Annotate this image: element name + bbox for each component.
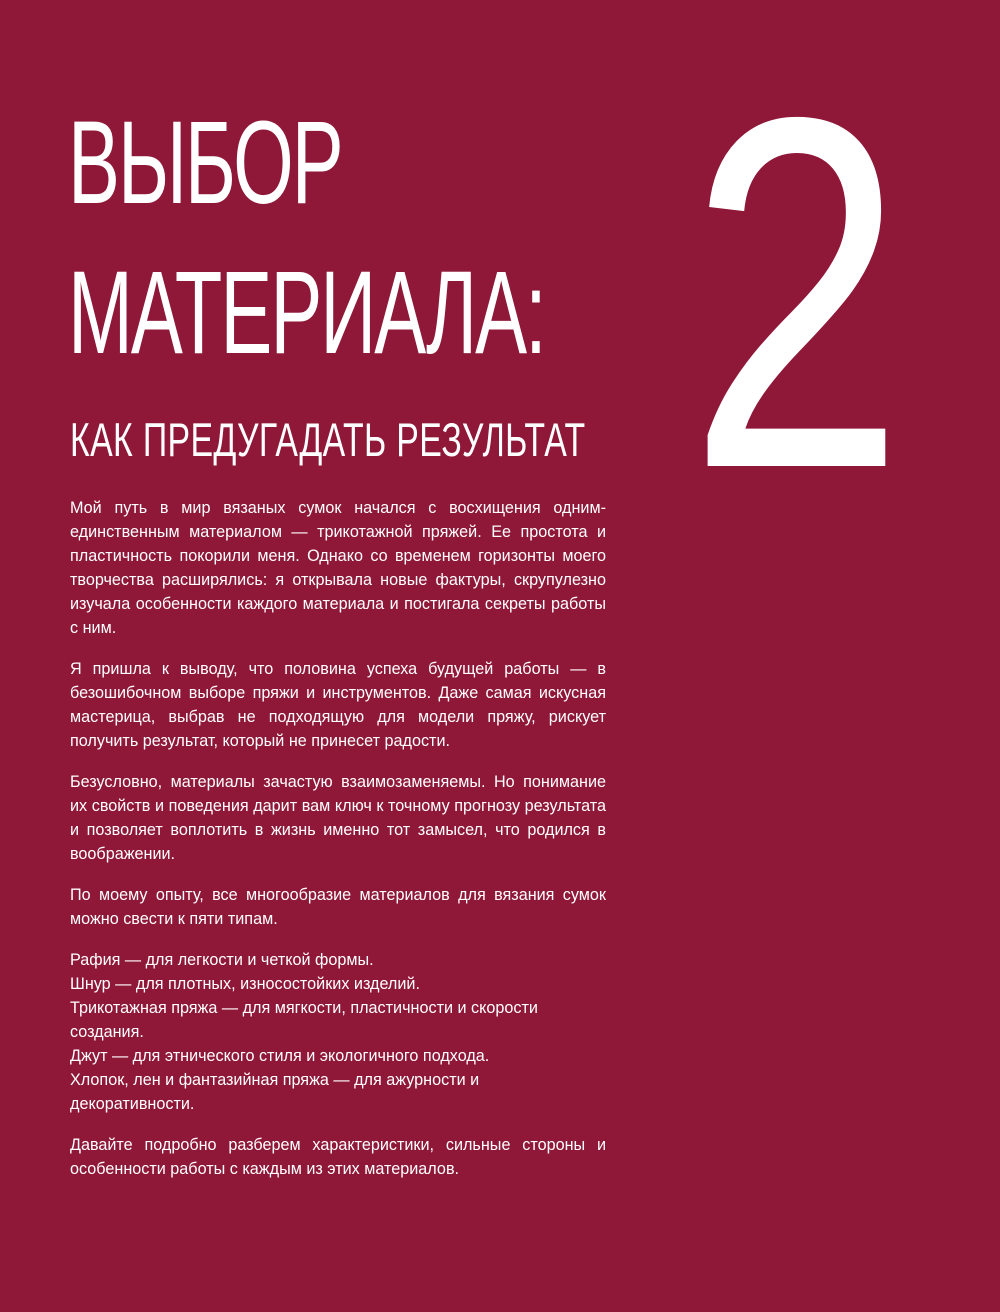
list-item: Джут — для этнического стиля и экологичного подхода.: [70, 1047, 490, 1065]
paragraph-conclusion: Я пришла к выводу, что половина успеха будущей работы — в безошибочном выборе пряжи и инструментов. Даже самая искусная мастерица, выбрав не подходящую для модели пряжу, рискует получить результат, который не принесет радости.: [70, 660, 606, 750]
chapter-number: 2: [688, 13, 905, 572]
chapter-title-line-1: ВЫБОР: [68, 97, 342, 229]
paragraph-interchangeable: Безусловно, материалы зачастую взаимозаменяемы. Но понимание их свойств и поведения дарит вам ключ к точному прогнозу результата и позволяет воплотить в жизнь именно тот замысел, что родился в воображении.: [70, 773, 606, 863]
chapter-subtitle: КАК ПРЕДУГАДАТЬ РЕЗУЛЬТАТ: [70, 413, 586, 466]
list-item: Хлопок, лен и фантазийная пряжа — для ажурности и декоративности.: [70, 1071, 480, 1113]
list-item: Трикотажная пряжа — для мягкости, пластичности и скорости создания.: [70, 999, 538, 1041]
paragraph-closing: Давайте подробно разберем характеристики, сильные стороны и особенности работы с каждым из этих материалов.: [70, 1136, 606, 1178]
chapter-title-line-2: МАТЕРИАЛА:: [68, 247, 545, 379]
paragraph-intro: Мой путь в мир вязаных сумок начался с восхищения одним-единственным материалом — трикотажной пряжей. Ее простота и пластичность покорили меня. Однако со временем горизонты моего творчества расширялись: я открывала новые фактуры, скрупулезно изучала особенности каждого материала и постигала секреты работы с ним.: [70, 499, 606, 637]
paragraph-five-types: По моему опыту, все многообразие материалов для вязания сумок можно свести к пяти типам.: [70, 886, 606, 928]
list-item: Рафия — для легкости и четкой формы.: [70, 951, 374, 969]
material-types-list: [70, 948, 606, 1116]
list-item: Шнур — для плотных, износостойких изделий.: [70, 975, 420, 993]
body-text: [70, 496, 606, 1198]
chapter-title: [68, 88, 668, 388]
